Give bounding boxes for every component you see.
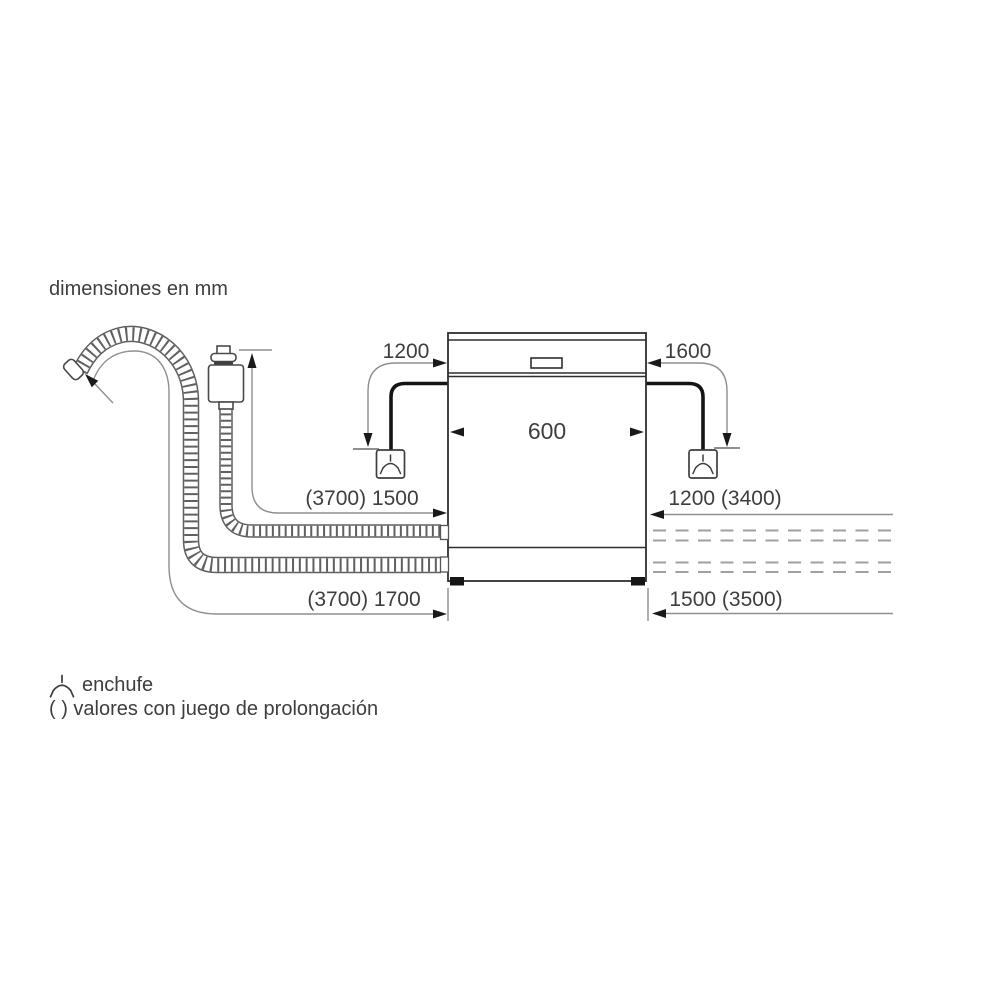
power-cord-right — [646, 384, 703, 451]
arrow-left-icon — [650, 510, 664, 519]
dim-cord-left: 1200 — [382, 340, 430, 363]
dishwasher-body — [448, 333, 646, 581]
arrow-left-icon — [647, 359, 661, 368]
foot-right — [631, 577, 645, 586]
valve-body — [209, 365, 244, 402]
arrow-right-icon — [433, 610, 447, 619]
legend-parentheses-label: ( ) valores con juego de prolongación — [49, 698, 379, 720]
arrow-up-icon — [248, 353, 257, 368]
arrow-down-icon — [364, 433, 373, 447]
dishwasher — [441, 333, 647, 586]
valve-neck — [219, 402, 233, 409]
aquastop-valve — [209, 346, 244, 409]
dim-supply-right: 1200 (3400) — [668, 487, 782, 510]
arrow-right-icon — [433, 359, 447, 368]
socket-right — [689, 450, 717, 478]
dimension-line-cord-right — [661, 363, 727, 433]
arrow-down-icon — [723, 433, 732, 447]
dimension-line-cord-left — [368, 363, 433, 433]
legend-plug-label: enchufe — [82, 674, 154, 696]
dim-appliance-width: 600 — [527, 418, 567, 444]
drain-hose-stub — [441, 557, 449, 572]
power-cord-left — [391, 384, 448, 451]
dim-drain-right: 1500 (3500) — [669, 588, 783, 611]
dim-cord-right: 1600 — [664, 340, 712, 363]
arrow-left-icon — [652, 609, 666, 618]
coupling-ring — [211, 354, 236, 362]
dimension-line-drain-left — [92, 351, 433, 614]
dim-drain-left: (3700) 1700 — [307, 588, 421, 611]
drain-end-leader — [95, 384, 113, 403]
dashed-hose-extensions — [653, 531, 893, 573]
supply-hose-stub — [441, 526, 449, 540]
arrow-right-icon — [433, 509, 447, 518]
socket-left — [377, 450, 405, 478]
foot-left — [450, 577, 464, 586]
legend-socket-plug-icon — [51, 676, 74, 697]
door-handle — [531, 358, 562, 368]
units-note: dimensiones en mm — [49, 278, 228, 300]
dim-supply-left: (3700) 1500 — [305, 487, 419, 510]
